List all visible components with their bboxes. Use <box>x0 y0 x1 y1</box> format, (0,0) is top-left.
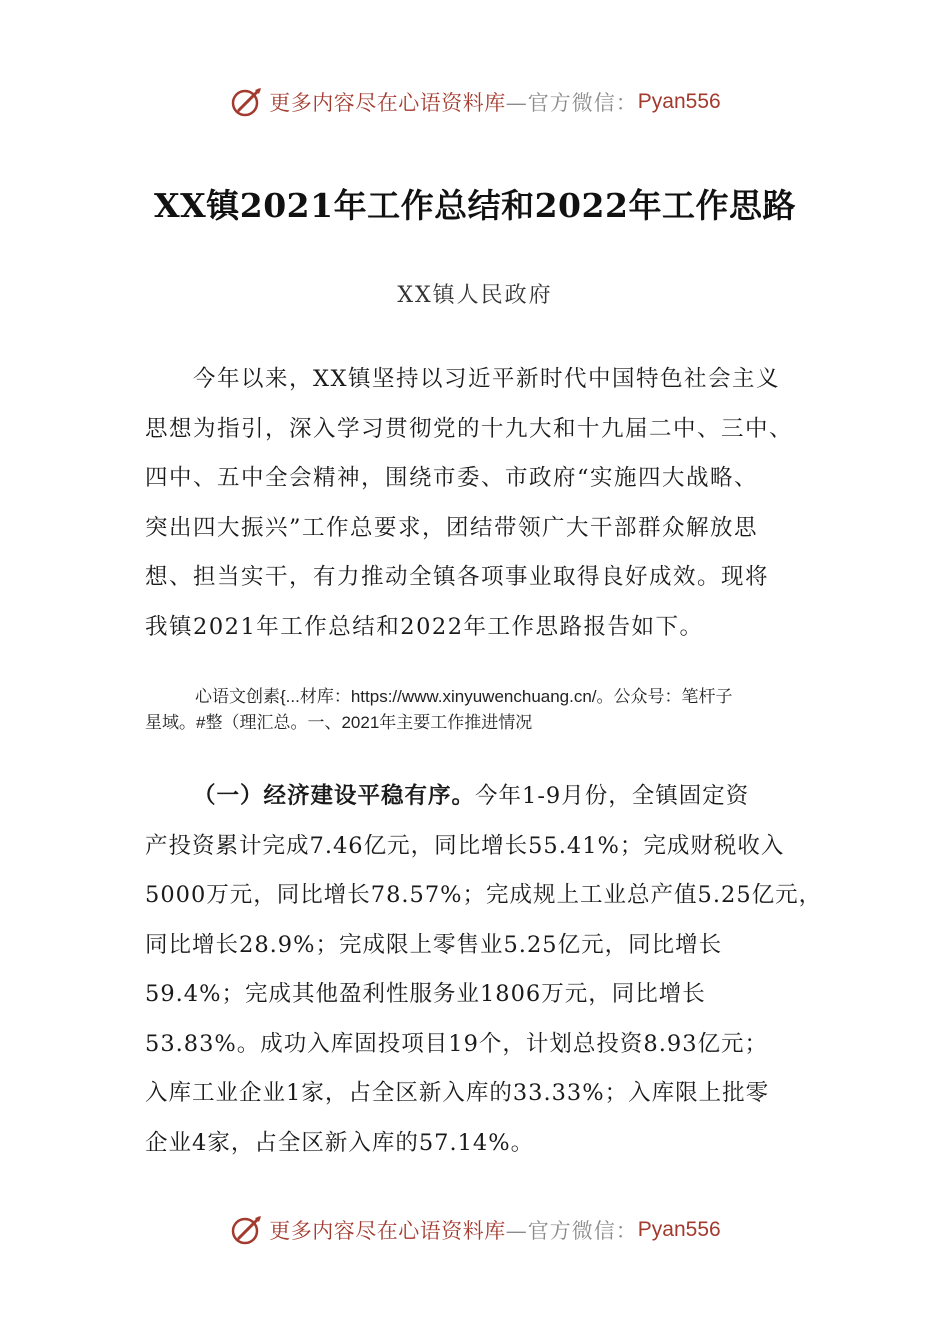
watermark-text: 更多内容尽在心语资料库 <box>269 1219 506 1243</box>
intro-line: 思想为指引，深入学习贯彻党的十九大和十九届二中、三中、 <box>145 415 794 442</box>
section-heading: （一）经济建设平稳有序。 <box>193 783 476 809</box>
document-author: XX镇人民政府 <box>397 283 553 308</box>
section-line: 入库工业企业1家，占全区新入库的33.33%；入库限上批零 <box>145 1080 770 1106</box>
section-line: 同比增长28.9%；完成限上零售业5.25亿元，同比增长 <box>145 931 723 958</box>
document-title: XX镇2021年工作总结和2022年工作思路 <box>154 186 796 225</box>
note-line: 星域。#整（理汇总。一、2021年主要工作推进情况 <box>145 713 533 732</box>
section-line: 企业4家，占全区新入库的57.14%。 <box>145 1129 535 1156</box>
watermark-text: 更多内容尽在心语资料库 <box>269 91 506 115</box>
watermark-account: Pyan556 <box>637 90 721 113</box>
section-line: 53.83%。成功入库固投项目19个，计划总投资8.93亿元； <box>145 1030 769 1057</box>
note-line: 心语文创素{...材库：https://www.xinyuwenchuang.cn/。公众号：笔杆子 <box>195 687 733 706</box>
watermark-sub: —官方微信： <box>505 1219 638 1243</box>
pen-logo-icon <box>229 1212 265 1248</box>
watermark-banner-bottom <box>0 1210 950 1250</box>
section-line: 59.4%；完成其他盈利性服务业1806万元，同比增长 <box>145 981 706 1007</box>
section-first-line-rest: 今年1-9月份，全镇固定资 <box>475 783 750 809</box>
intro-paragraph <box>145 355 815 652</box>
section-line: 产投资累计完成7.46亿元，同比增长55.41%；完成财税收入 <box>145 832 785 859</box>
pen-logo-icon <box>229 84 265 120</box>
watermark-account: Pyan556 <box>637 1218 721 1241</box>
intro-line: 四中、五中全会精神，围绕市委、市政府“实施四大战略、 <box>145 465 759 491</box>
watermark-sub: —官方微信： <box>505 91 638 115</box>
watermark-banner-top <box>0 82 950 122</box>
intro-line: 今年以来，XX镇坚持以习近平新时代中国特色社会主义 <box>193 366 781 392</box>
intro-line: 想、担当实干，有力推动全镇各项事业取得良好成效。现将 <box>145 564 770 590</box>
section-economy <box>145 772 823 1168</box>
section-first-line <box>145 772 815 822</box>
intro-line: 突出四大振兴”工作总要求，团结带领广大干部群众解放思 <box>145 514 759 541</box>
intro-line: 我镇2021年工作总结和2022年工作思路报告如下。 <box>145 613 704 640</box>
section-line: 5000万元，同比增长78.57%；完成规上工业总产值5.25亿元， <box>145 882 823 908</box>
source-note <box>145 684 805 736</box>
